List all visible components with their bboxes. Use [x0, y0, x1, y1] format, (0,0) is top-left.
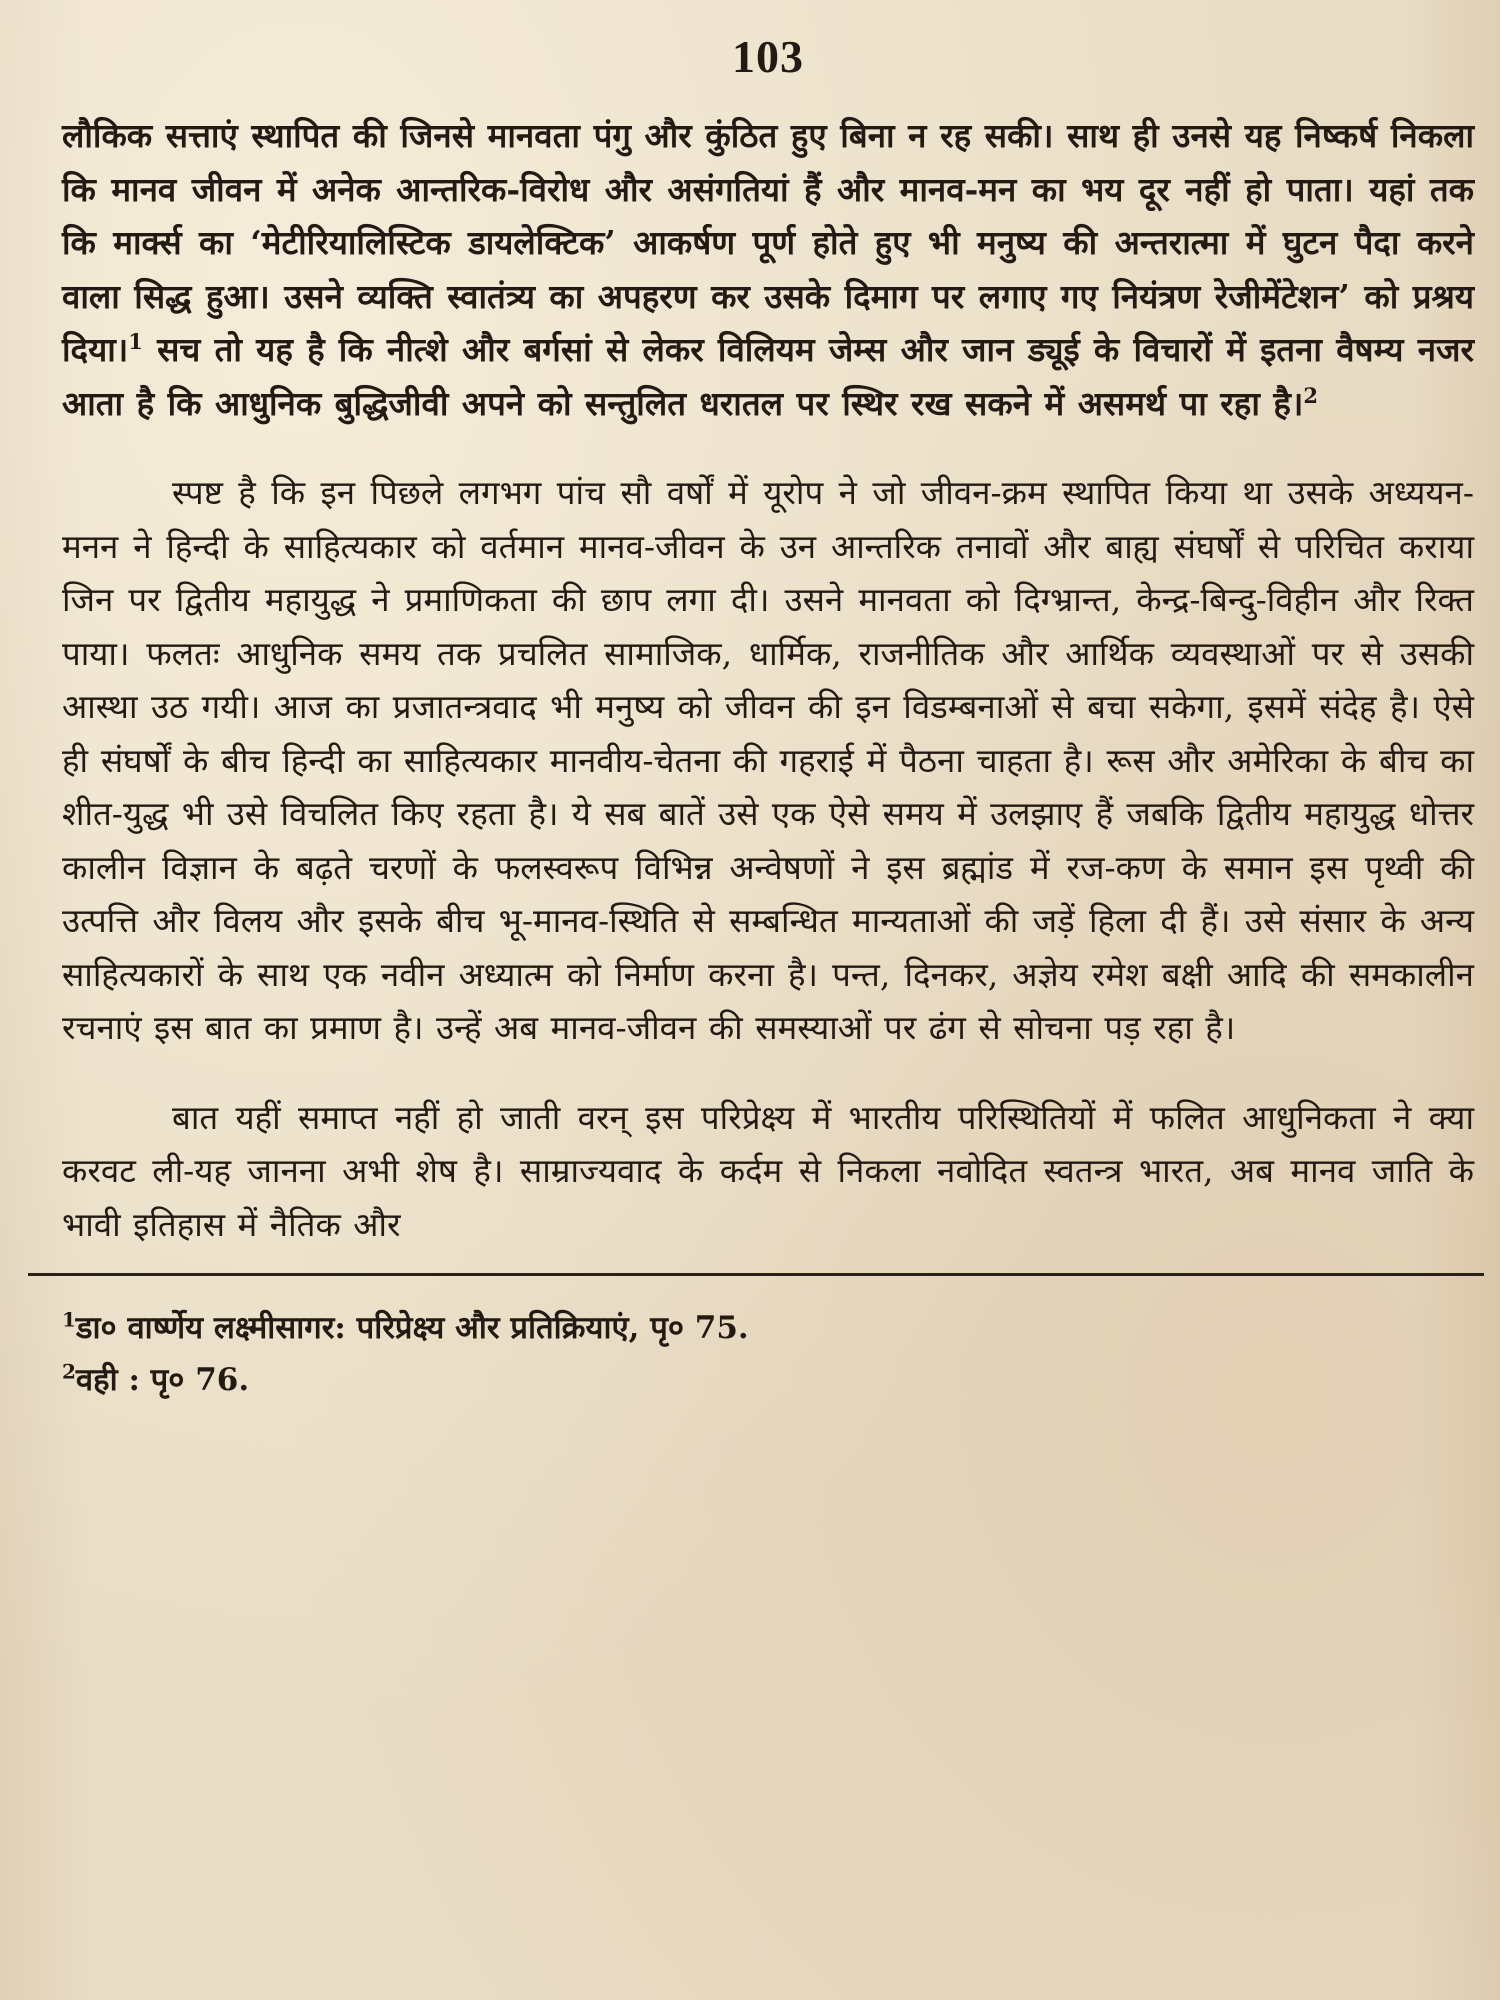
footnote-reference: 1 — [128, 329, 143, 354]
footnote-reference: 2 — [1303, 382, 1319, 408]
body-text — [62, 109, 1474, 1251]
book-page — [62, 30, 1474, 1980]
paragraph-text: लौकिक सत्ताएं स्थापित की जिनसे मानवता पंगु और कुंठित हुए बिना न रह सकी। साथ ही उनसे यह निष्कर्ष निकला कि मानव जीवन में अनेक आन्तरिक-विरोध और असंगतियां हैं और मानव-मन का भय दूर नहीं हो पाता। यहां तक कि मार्क्स का ‘मेटीरियालिस्टिक डायलेक्टिक’ आकर्षण पूर्ण होते हुए भी मनुष्य की अन्तरात्मा में घुटन पैदा करने वाला सिद्ध हुआ। उसने व्यक्ति स्वातंत्र्य का अपहरण कर उसके दिमाग पर लगाए गए नियंत्रण रेजीमेंटेशन’ को प्रश्रय दिया। — [62, 116, 1474, 369]
paragraph — [62, 466, 1474, 1055]
paragraph-text: सच तो यह है कि नीत्शे और बर्गसां से लेकर विलियम जेम्स और जान ड्यूई के विचारों में इतना वैषम्य नजर आता है कि आधुनिक बुद्धिजीवी अपने को सन्तुलित धरातल पर स्थिर रख सकने में असमर्थ पा रहा है। — [62, 330, 1474, 423]
paragraph — [62, 109, 1474, 430]
footnote-mark: 1 — [62, 1307, 76, 1332]
footnote — [62, 1354, 1474, 1406]
page-number: 103 — [732, 31, 804, 82]
footnote-mark: 2 — [62, 1359, 76, 1384]
paragraph-text: स्पष्ट है कि इन पिछले लगभग पांच सौ वर्षों में यूरोप ने जो जीवन-क्रम स्थापित किया था उसके अध्ययन-मनन ने हिन्दी के साहित्यकार को वर्तमान मानव-जीवन के उन आन्तरिक तनावों और बाह्य संघर्षों से परिचित कराया जिन पर द्वितीय महायुद्ध ने प्रमाणिकता की छाप लगा दी। उसने मानवता को दिग्भ्रान्त, केन्द्र-बिन्दु-विहीन और रिक्त पाया। फलतः आधुनिक समय तक प्रचलित सामाजिक, धार्मिक, राजनीतिक और आर्थिक व्यवस्थाओं पर से उसकी आस्था उठ गयी। आज का प्रजातन्त्रवाद भी मनुष्य को जीवन की इन विडम्बनाओं से बचा सकेगा, इसमें संदेह है। ऐसे ही संघर्षों के बीच हिन्दी का साहित्यकार मानवीय-चेतना की गहराई में पैठना चाहता है। रूस और अमेरिका के बीच का शीत-युद्ध भी उसे विचलित किए रहता है। ये सब बातें उसे एक ऐसे समय में उलझाए हैं जबकि द्वितीय महायुद्ध धोत्तर कालीन विज्ञान के बढ़ते चरणों के फलस्वरूप विभिन्न अन्वेषणों ने इस ब्रह्मांड में रज-कण के समान इस पृथ्वी की उत्पत्ति और विलय और इसके बीच भू-मानव-स्थिति से सम्बन्धित मान्यताओं की जड़ें हिला दी हैं। उसे संसार के अन्य साहित्यकारों के साथ एक नवीन अध्यात्म को निर्माण करना है। पन्त, दिनकर, अज्ञेय रमेश बक्षी आदि की समकालीन रचनाएं इस बात का प्रमाण है। उन्हें अब मानव-जीवन की समस्याओं पर ढंग से सोचना पड़ रहा है। — [62, 473, 1474, 1047]
footnote-text: वही : पृ० 76. — [75, 1362, 250, 1398]
paragraph — [62, 1091, 1474, 1252]
paragraph-text: बात यहीं समाप्त नहीं हो जाती वरन् इस परिप्रेक्ष्य में भारतीय परिस्थितियों में फलित आधुनिकता ने क्या करवट ली-यह जानना अभी शेष है। साम्राज्यवाद के कर्दम से निकला नवोदित स्वतन्त्र भारत, अब मानव जाति के भावी इतिहास में नैतिक और — [62, 1097, 1474, 1244]
paragraph-gap — [62, 430, 1474, 466]
paragraph-gap — [62, 1055, 1474, 1091]
footnotes — [62, 1302, 1474, 1406]
footnote-divider — [28, 1273, 1484, 1276]
footnote — [62, 1302, 1474, 1354]
footnote-text: डा० वार्ष्णेय लक्ष्मीसागर: परिप्रेक्ष्य और प्रतिक्रियाएं, पृ० 75. — [75, 1310, 749, 1346]
